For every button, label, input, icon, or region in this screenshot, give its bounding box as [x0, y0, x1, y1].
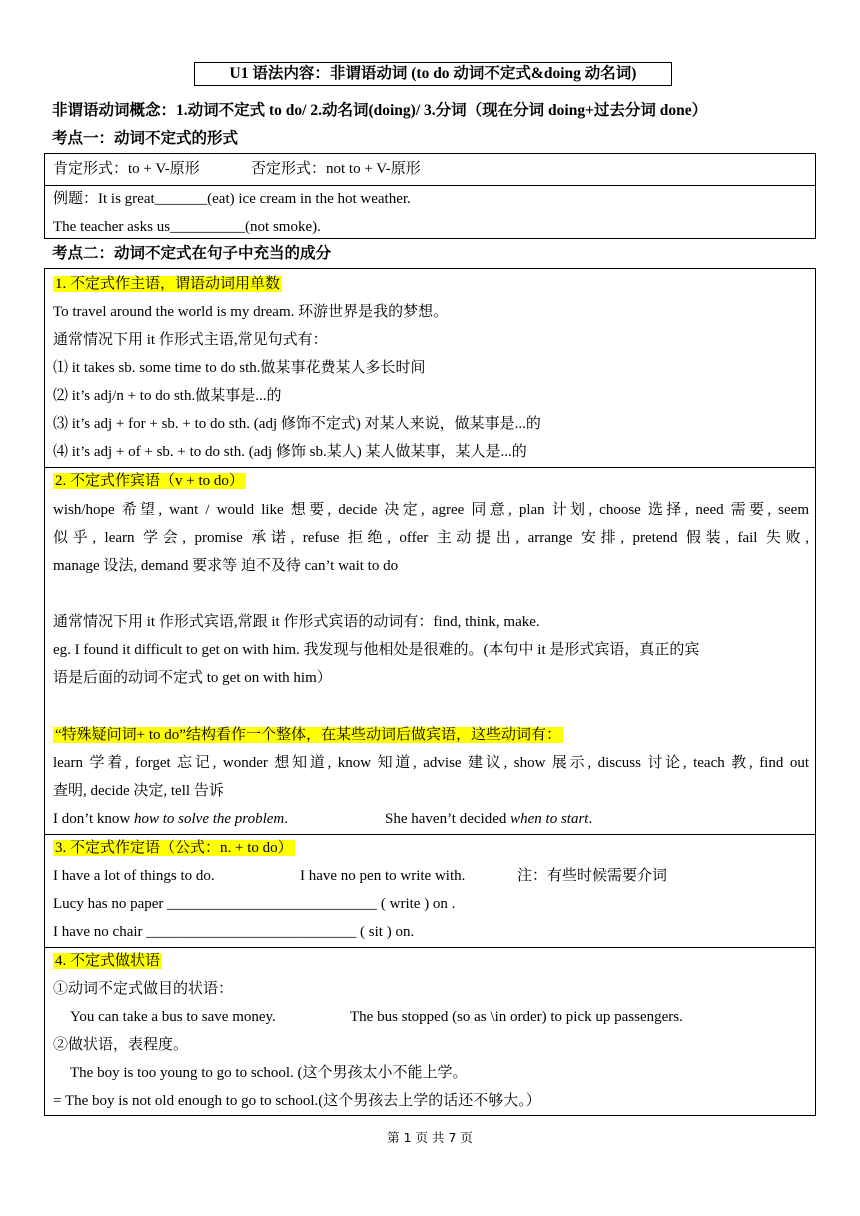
example-line: The teacher asks us__________(not smoke).	[53, 219, 321, 235]
example-line: 例题：It is great_______(eat) ice cream in the hot weather.	[53, 191, 411, 207]
point2-table	[44, 268, 816, 1116]
text-line: ⑴ it takes sb. some time to do sth.做某事花费某人多长时间	[53, 360, 426, 376]
text-line: eg. I found it difficult to get on with him. 我发现与他相处是很难的。(本句中 it 是形式宾语，真正的宾	[53, 642, 700, 658]
text-line: learn 学着, forget 忘记, wonder 想知道, know 知道, advise 建议, show 展示, discuss 讨论, teach 教, find out	[53, 755, 809, 771]
highlight: 3. 不定式作定语（公式：n. + to do）	[55, 840, 293, 856]
text-line: ⑷ it’s adj + of + sb. + to do sth. (adj 修饰 sb.某人) 某人做某事，某人是...的	[53, 444, 527, 460]
section-title	[53, 471, 246, 491]
section-title	[53, 274, 282, 294]
point2-heading: 考点二：动词不定式在句子中充当的成分	[52, 245, 332, 262]
table-divider	[45, 185, 815, 186]
text-line: I have no pen to write with.	[300, 868, 466, 884]
text-line: The boy is too young to go to school. (这个男孩太小不能上学。	[70, 1065, 468, 1081]
exercise-line: I have no chair ____________________________ ( sit ) on.	[53, 924, 415, 940]
section-title	[53, 838, 295, 858]
page-footer: 第 1 页 共 7 页	[387, 1130, 473, 1145]
highlight: 2. 不定式作宾语（v + to do）	[55, 473, 244, 489]
text-line: ②做状语，表程度。	[53, 1037, 189, 1053]
point1-heading: 考点一：动词不定式的形式	[52, 130, 239, 147]
highlight: “特殊疑问词+ to do”结构看作一个整体，在某些动词后做宾语，这些动词有：	[55, 727, 561, 743]
text-line: wish/hope 希望, want / would like 想要, decide 决定, agree 同意, plan 计划, choose 选择, need 需要, seem	[53, 502, 809, 518]
concept-heading: 非谓语动词概念：1.动词不定式 to do/ 2.动名词(doing)/ 3.分词（现在分词 doing+过去分词 done）	[52, 102, 708, 119]
text-line: ⑶ it’s adj + for + sb. + to do sth. (adj 修饰不定式) 对某人来说，做某事是...的	[53, 416, 541, 432]
example-sentence: She haven’t decided when to start.	[385, 811, 593, 827]
text-line: 查明, decide 决定, tell 告诉	[53, 783, 224, 799]
text-line: I have a lot of things to do.	[53, 868, 215, 884]
text-line: 通常情况下用 it 作形式主语,常见句式有：	[53, 332, 328, 348]
affirmative-form: 肯定形式：to + V-原形	[53, 161, 200, 177]
text-line: = The boy is not old enough to go to school.(这个男孩去上学的话还不够大。）	[53, 1093, 541, 1109]
exercise-line: Lucy has no paper ____________________________ ( write ) on .	[53, 896, 456, 912]
text-line: The bus stopped (so as \in order) to pick up passengers.	[350, 1009, 683, 1025]
text-line: You can take a bus to save money.	[70, 1009, 276, 1025]
text-line: ⑵ it’s adj/n + to do sth.做某事是...的	[53, 388, 282, 404]
negative-form: 否定形式：not to + V-原形	[251, 161, 421, 177]
text-line	[53, 725, 563, 745]
text-line: manage 设法, demand 要求等 迫不及待 can’t wait to do	[53, 558, 399, 574]
text-line: 通常情况下用 it 作形式宾语,常跟 it 作形式宾语的动词有：find, think, make.	[53, 614, 540, 630]
section-title	[53, 951, 162, 971]
point1-table	[44, 153, 816, 239]
text-line: ①动词不定式做目的状语：	[53, 981, 234, 997]
text-line: 语是后面的动词不定式 to get on with him）	[53, 670, 332, 686]
section-divider	[45, 467, 815, 468]
text-line: To travel around the world is my dream. 环游世界是我的梦想。	[53, 304, 449, 320]
highlight: 4. 不定式做状语	[55, 953, 161, 969]
section-divider	[45, 947, 815, 948]
example-sentence: I don’t know how to solve the problem.	[53, 811, 288, 827]
highlight: 1. 不定式作主语，谓语动词用单数	[55, 276, 281, 292]
note-text: 注：有些时候需要介词	[517, 868, 668, 884]
page-title: U1 语法内容：非谓语动词 (to do 动词不定式&doing 动名词)	[194, 62, 672, 86]
text-line: 似乎, learn 学会, promise 承诺, refuse 拒绝, offer 主动提出, arrange 安排, pretend 假装, fail 失败,	[53, 530, 809, 546]
section-divider	[45, 834, 815, 835]
